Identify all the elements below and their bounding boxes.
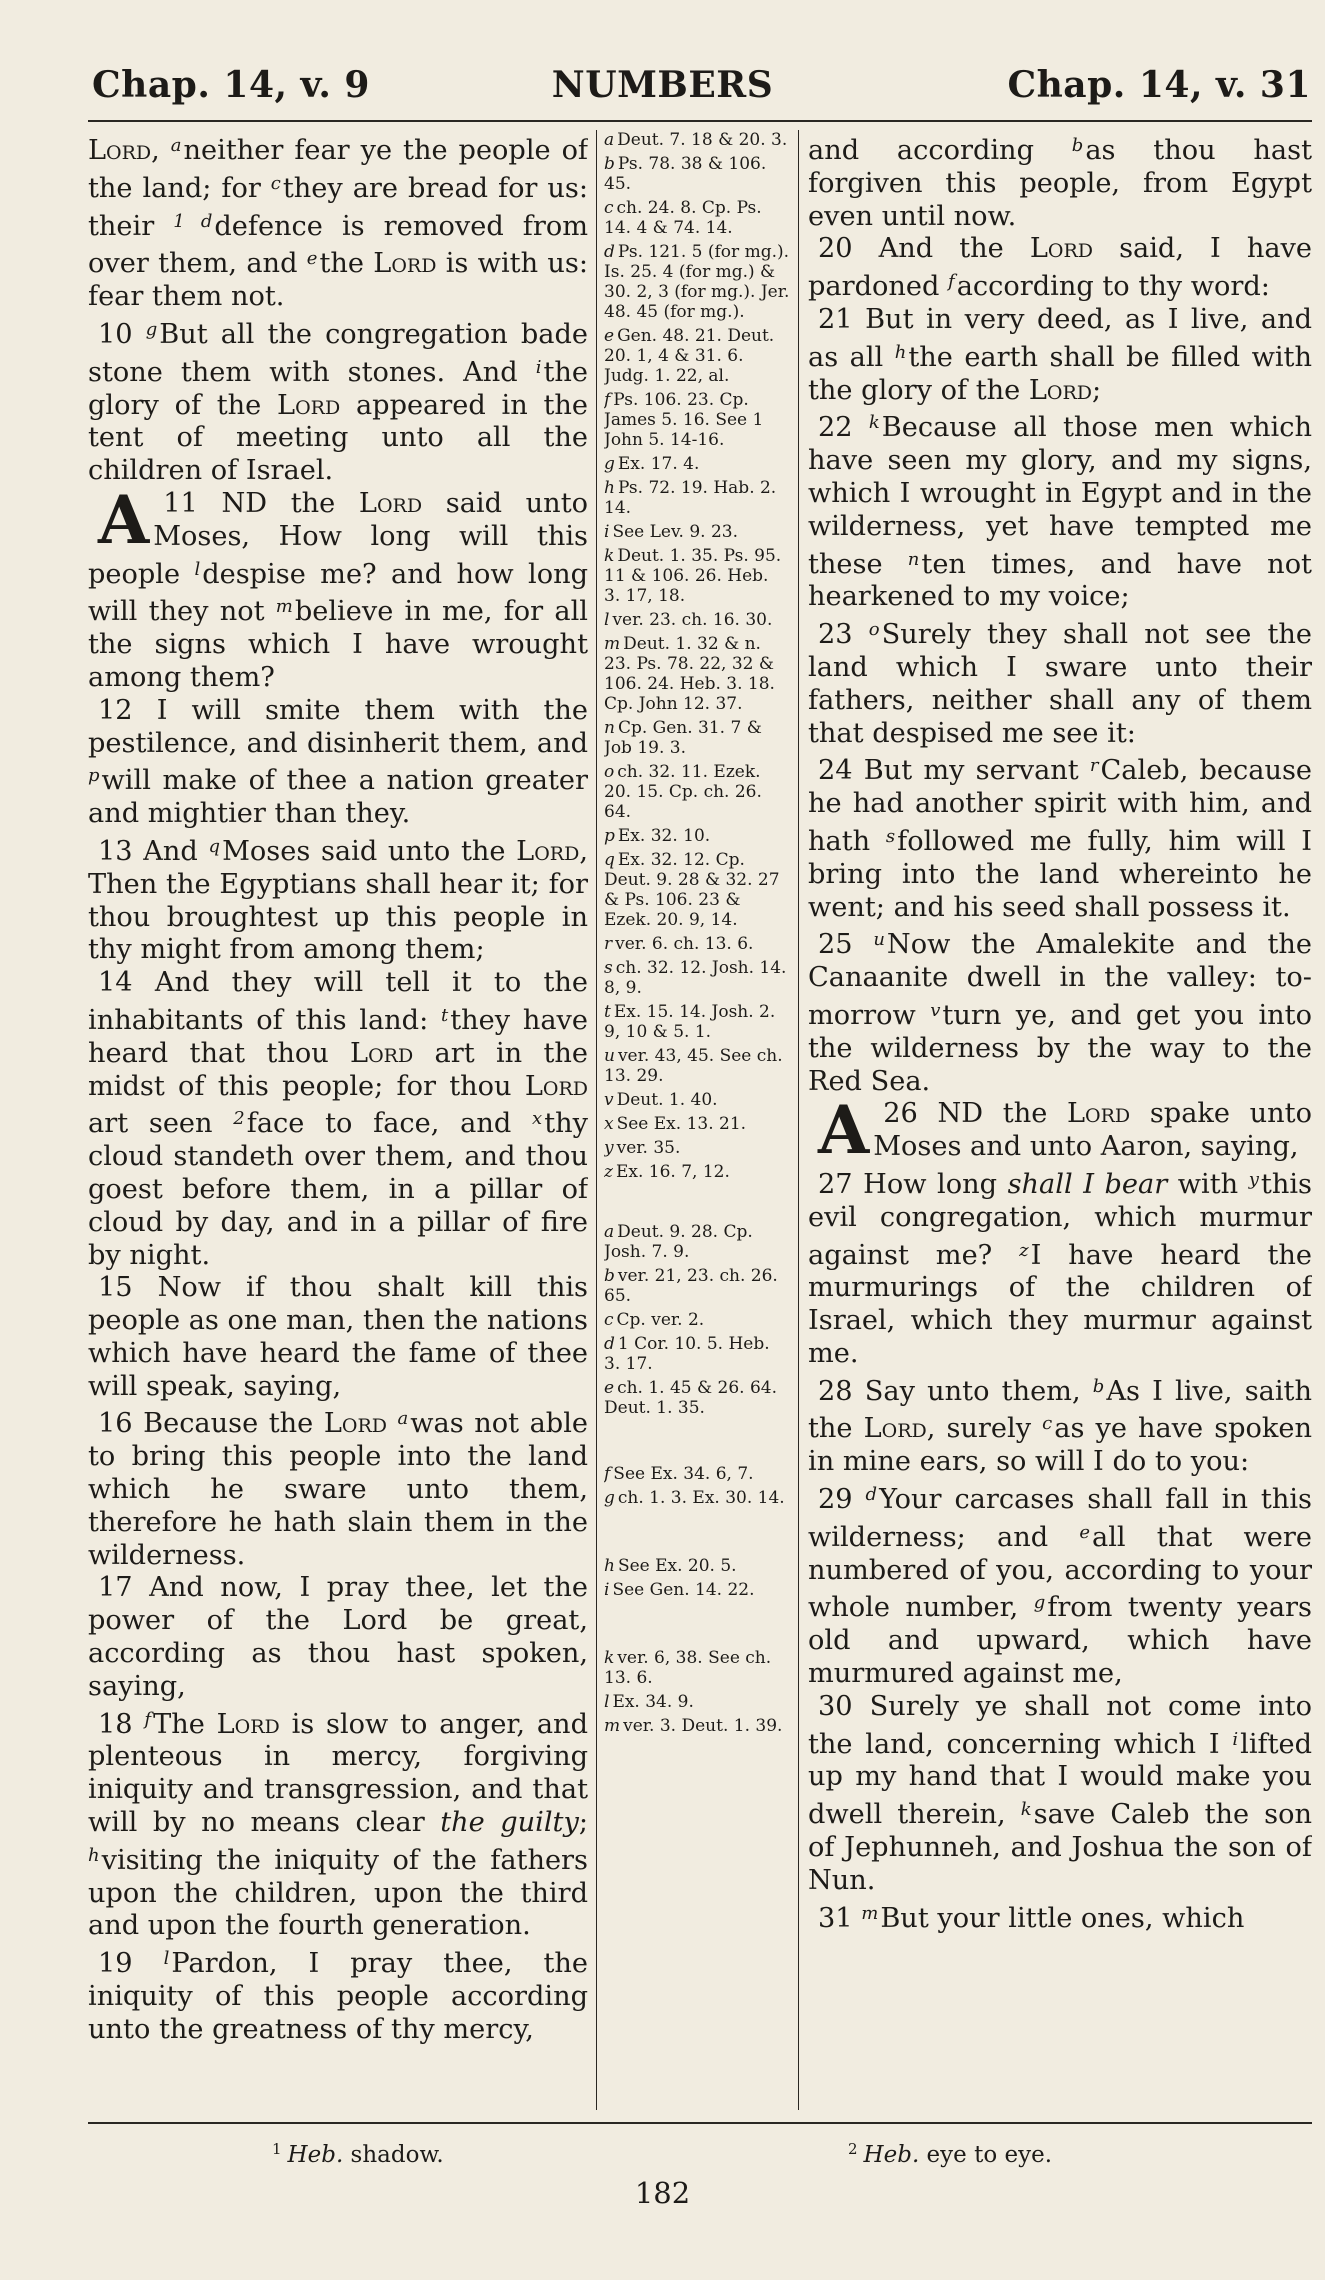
ref-m2: m ver. 3. Deut. 1. 39. xyxy=(604,1716,783,1736)
ref-c2: c Cp. ver. 2. xyxy=(604,1310,705,1330)
ref-a: a Deut. 7. 18 & 20. 3. xyxy=(604,130,788,150)
verse-9-continued: Lord, $^a$neither fear ye the people of the land; for $^c$they are bread for us: their $^{1 d}$defence is removed from over them, and $^e$the Lord is with us: fear them not. xyxy=(88,135,588,313)
verse-20: 20 And the Lord said, I have pardoned $^f$according to thy word: xyxy=(808,233,1312,303)
verse-11: 11 A ND the Lord said unto Moses, How long will this people $^l$despise me? and how long will they not $^m$believe in me, for all the signs which I have wrought among them? xyxy=(88,480,588,693)
ref-t: t Ex. 15. 14. Josh. 2. 9, 10 & 5. 1. xyxy=(604,1002,776,1042)
verse-23: 23 $^o$Surely they shall not see the land which I sware unto their fathers, neither shall any of them that despised me see it: xyxy=(808,619,1312,749)
header-left: Chap. 14, v. 9 xyxy=(92,64,370,106)
ref-s: s ch. 32. 12. Josh. 14. 8, 9. xyxy=(604,958,787,998)
left-text-column xyxy=(88,130,588,2110)
ref-d: d Ps. 121. 5 (for mg.). Is. 25. 4 (for mg.) & 30. 2, 3 (for mg.). Jer. 48. 45 (for mg.). xyxy=(604,242,790,322)
header-right: Chap. 14, v. 31 xyxy=(1007,64,1311,106)
verse-13: 13 And $^q$Moses said unto the Lord, Then the Egyptians shall hear it; for thou broughtest up this people in thy might from among them; xyxy=(88,835,588,966)
ref-h: h Ps. 72. 19. Hab. 2. 14. xyxy=(604,478,777,518)
ref-i: i See Lev. 9. 23. xyxy=(604,522,739,542)
ref-r: r ver. 6. ch. 13. 6. xyxy=(604,934,754,954)
verse-14: 14 And they will tell it to the inhabitants of this land: $^t$they have heard that thou Lord art in the midst of this people; for thou Lord art seen $^2$face to face, and $^x$thy cloud standeth over them, and thou goest before them, in a pillar of cloud by day, and in a pillar of fire by night. xyxy=(88,967,588,1271)
ref-o: o ch. 32. 11. Ezek. 20. 15. Cp. ch. 26. 64. xyxy=(604,762,762,822)
verse-17: 17 And now, I pray thee, let the power of the Lord be great, according as thou hast spoken, saying, xyxy=(88,1572,588,1702)
ref-q: q Ex. 32. 12. Cp. Deut. 9. 28 & 32. 27 & Ps. 106. 23 & Ezek. 20. 9, 14. xyxy=(604,850,780,930)
verse-16: 16 Because the Lord $^a$was not able to bring this people into the land which he sware unto them, therefore he hath slain them in the wilderness. xyxy=(88,1408,588,1571)
drop-cap: A xyxy=(818,1091,870,1170)
column-divider-left xyxy=(596,130,597,2110)
verse-10: 10 $^g$But all the congregation bade stone them with stones. And $^i$the glory of the Lord appeared in the tent of meeting unto all the children of Israel. xyxy=(88,318,588,487)
ref-d2: d 1 Cor. 10. 5. Heb. 3. 17. xyxy=(604,1334,770,1374)
verse-19-continued: and according $^b$as thou hast forgiven this people, from Egypt even until now. xyxy=(808,135,1312,232)
ref-m: m Deut. 1. 32 & n. 23. Ps. 78. 22, 32 & 106. 24. Heb. 3. 18. Cp. John 12. 37. xyxy=(604,634,775,714)
ref-k: k Deut. 1. 35. Ps. 95. 11 & 106. 26. Heb. 3. 17, 18. xyxy=(604,546,782,606)
verse-31: 31 $^m$But your little ones, which xyxy=(818,1902,1245,1934)
ref-l2: l Ex. 34. 9. xyxy=(604,1692,694,1712)
ref-i2: i See Gen. 14. 22. xyxy=(604,1580,755,1600)
ref-b2: b ver. 21, 23. ch. 26. 65. xyxy=(604,1266,778,1306)
ref-u: u ver. 43, 45. See ch. 13. 29. xyxy=(604,1046,783,1086)
ref-h2: h See Ex. 20. 5. xyxy=(604,1556,737,1576)
verse-25: 25 $^u$Now the Amalekite and the Canaanite dwell in the valley: to-morrow $^v$turn ye, and get you into the wilderness by the way to the Red Sea. xyxy=(808,929,1312,1097)
verse-18: 18 $^f$The Lord is slow to anger, and plenteous in mercy, forgiving iniquity and transgression, and that will by no means clear the guilty; $^h$visiting the iniquity of the fathers upon the children, upon the third and upon the fourth generation. xyxy=(88,1708,588,1942)
ref-g2: g ch. 1. 3. Ex. 30. 14. xyxy=(604,1488,785,1508)
verse-28: 28 Say unto them, $^b$As I live, saith the Lord, surely $^c$as ye have spoken in mine ears, so will I do to you: xyxy=(808,1375,1312,1478)
verse-27: 27 How long shall I bear with $^y$this evil congregation, which murmur against me? $^z$I have heard the murmurings of the children of Israel, which they murmur against me. xyxy=(808,1168,1312,1369)
verse-15: 15 Now if thou shalt kill this people as one man, then the nations which have heard the fame of thee will speak, saying, xyxy=(88,1272,588,1402)
ref-y: y ver. 35. xyxy=(604,1138,681,1158)
column-divider-right xyxy=(798,130,799,2110)
right-text-column xyxy=(808,130,1312,2110)
verse-21: 21 But in very deed, as I live, and as all $^h$the earth shall be filled with the glory of the Lord; xyxy=(808,303,1312,406)
ref-c: c ch. 24. 8. Cp. Ps. 14. 4 & 74. 14. xyxy=(604,198,762,238)
ref-f2: f See Ex. 34. 6, 7. xyxy=(604,1464,754,1484)
book-title: NUMBERS xyxy=(551,64,774,106)
verse-24: 24 But my servant $^r$Caleb, because he had another spirit with him, and hath $^s$followed me fully, him will I bring into the land whereinto he went; and his seed shall possess it. xyxy=(808,755,1312,923)
ref-e2: e ch. 1. 45 & 26. 64. Deut. 1. 35. xyxy=(604,1378,778,1418)
verse-22: 22 $^k$Because all those men which have seen my glory, and my signs, which I wrought in Egypt and in the wilderness, yet have tempted me these $^n$ten times, and have not hearkened to my voice; xyxy=(808,412,1312,613)
ref-b: b Ps. 78. 38 & 106. 45. xyxy=(604,154,767,194)
ref-p: p Ex. 32. 10. xyxy=(604,826,711,846)
page-number: 182 xyxy=(634,2176,691,2210)
footnote-2: $^2$ Heb. eye to eye. xyxy=(848,2140,1053,2168)
running-header xyxy=(0,64,1325,120)
footnote-1: $^1$ Heb. shadow. xyxy=(272,2140,444,2168)
verse-26: 26 A ND the Lord spake unto Moses and unto Aaron, saying, xyxy=(808,1098,1312,1164)
verse-29: 29 $^d$Your carcases shall fall in this wilderness; and $^e$all that were numbered of you, according to your whole number, $^g$from twenty years old and upward, which have murmured against me, xyxy=(808,1484,1312,1690)
verse-19: 19 $^l$Pardon, I pray thee, the iniquity of this people according unto the greatness of thy mercy, xyxy=(88,1948,588,2045)
verse-30: 30 Surely ye shall not come into the land, concerning which I $^i$lifted up my hand that I would make you dwell therein, $^k$save Caleb the son of Jephunneh, and Joshua the son of Nun. xyxy=(808,1690,1312,1896)
ref-g: g Ex. 17. 4. xyxy=(604,454,700,474)
ref-x: x See Ex. 13. 21. xyxy=(604,1114,747,1134)
ref-k2: k ver. 6, 38. See ch. 13. 6. xyxy=(604,1648,772,1688)
ref-f: f Ps. 106. 23. Cp. James 5. 16. See 1 John 5. 14-16. xyxy=(604,390,764,450)
drop-cap: A xyxy=(98,480,150,559)
header-rule xyxy=(88,120,1312,122)
ref-v: v Deut. 1. 40. xyxy=(604,1090,718,1110)
footnote-rule xyxy=(88,2122,1312,2124)
ref-n: n Cp. Gen. 31. 7 & Job 19. 3. xyxy=(604,718,762,758)
ref-e: e Gen. 48. 21. Deut. 20. 1, 4 & 31. 6. Judg. 1. 22, al. xyxy=(604,326,775,386)
cross-reference-column xyxy=(604,130,790,2110)
ref-a2: a Deut. 9. 28. Cp. Josh. 7. 9. xyxy=(604,1222,753,1262)
verse-12: 12 I will smite them with the pestilence, and disinherit them, and $^p$will make of thee a nation greater and mightier than they. xyxy=(88,694,588,830)
ref-z: z Ex. 16. 7, 12. xyxy=(604,1162,730,1182)
ref-l: l ver. 23. ch. 16. 30. xyxy=(604,610,773,630)
